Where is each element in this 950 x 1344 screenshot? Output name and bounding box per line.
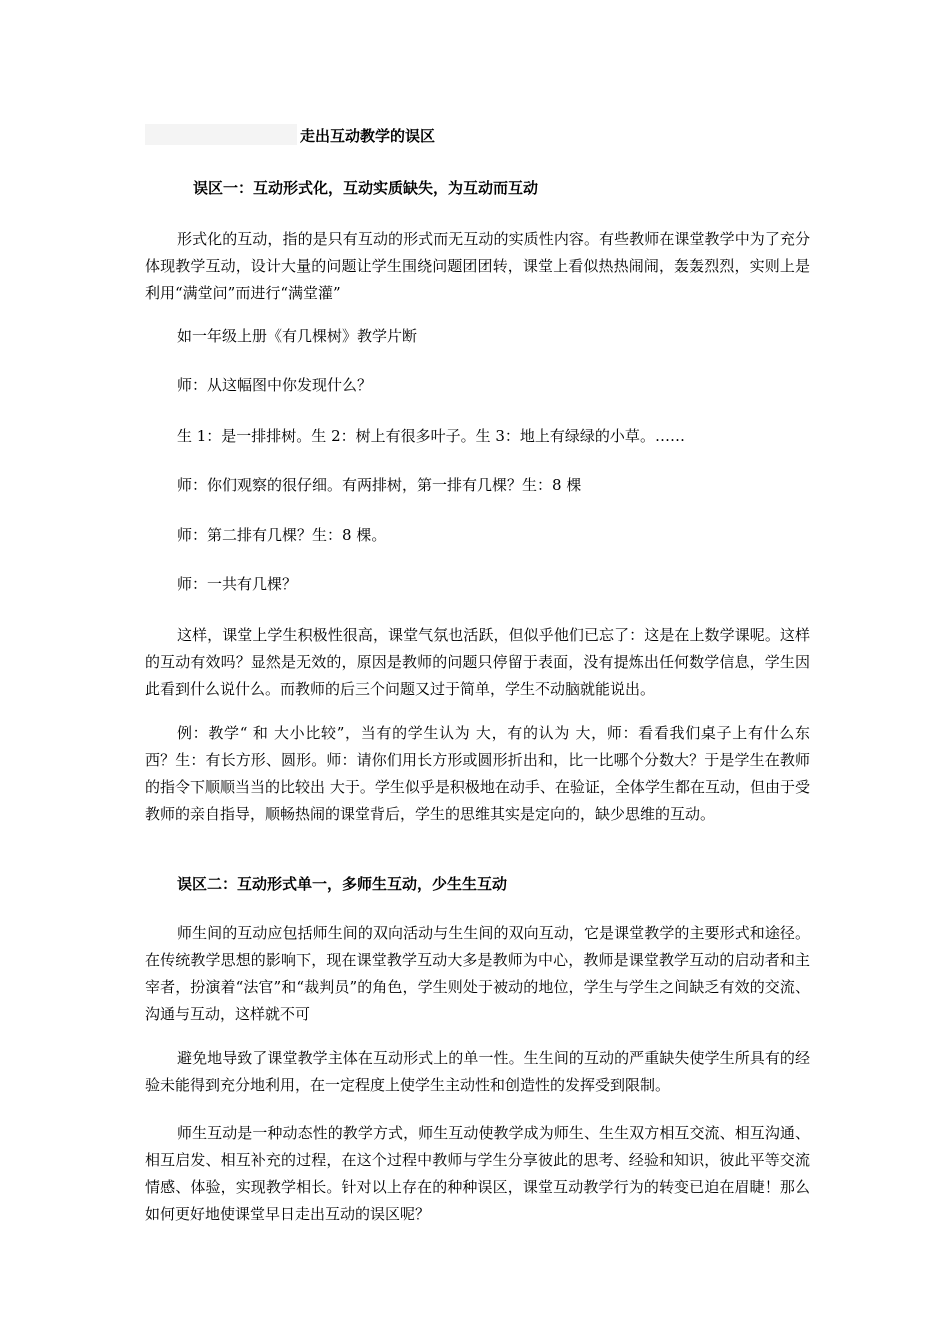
paragraph-4: 师生间的互动应包括师生间的双向活动与生生间的双向互动，它是课堂教学的主要形式和途径。在传统教学思想的影响下，现在课堂教学互动大多是教师为中心，教师是课堂教学互动的启动者和主宰者，扮演着“法官”和“裁判员”的角色，学生则处于被动的地位，学生与学生之间缺乏有效的交流、沟通与互动，这样就不可 — [145, 924, 810, 1023]
section-heading-1: 误区一：互动形式化，互动实质缺失，为互动而互动 — [193, 179, 539, 197]
dialog-line: 师：一共有几棵？ — [177, 575, 298, 593]
paragraph-1: 形式化的互动，指的是只有互动的形式而无互动的实质性内容。有些教师在课堂教学中为了充分体现教学互动，设计大量的问题让学生围绕问题团团转，课堂上看似热热闹闹，轰轰烈烈，实则上是利用“满堂问”而进行“满堂灌” — [145, 230, 810, 302]
paragraph-3: 例：教学“ 和 大小比较”，当有的学生认为 大，有的认为 大，师：看看我们桌子上有什么东西？生：有长方形、圆形。师：请你们用长方形或圆形折出和，比一比哪个分数大？于是学生在教师的指令下顺顺当当的比较出 大于。学生似乎是积极地在动手、在验证，全体学生都在互动，但由于受教师的亲自指导，顺畅热闹的课堂背后，学生的思维其实是定向的，缺少思维的互动。 — [145, 724, 810, 823]
paragraph-6: 师生互动是一种动态性的教学方式，师生互动使教学成为师生、生生双方相互交流、相互沟通、相互启发、相互补充的过程，在这个过程中教师与学生分享彼此的思考、经验和知识，彼此平等交流情感、体验，实现教学相长。针对以上存在的种种误区，课堂互动教学行为的转变已迫在眉睫！那么如何更好地使课堂早日走出互动的误区呢？ — [145, 1124, 810, 1223]
dialog-line: 师：从这幅图中你发现什么？ — [177, 376, 373, 394]
dialog-line: 师：你们观察的很仔细。有两排树，第一排有几棵？生：8 棵 — [177, 476, 582, 494]
title-highlight — [145, 124, 297, 145]
dialog-line: 生 1：是一排排树。生 2：树上有很多叶子。生 3：地上有绿绿的小草。…… — [177, 427, 685, 445]
example-intro: 如一年级上册《有几棵树》教学片断 — [177, 327, 418, 345]
paragraph-2: 这样，课堂上学生积极性很高，课堂气氛也活跃，但似乎他们已忘了：这是在上数学课呢。这样的互动有效吗？显然是无效的，原因是教师的问题只停留于表面，没有提炼出任何数学信息，学生因此看到什么说什么。而教师的后三个问题又过于简单，学生不动脑就能说出。 — [145, 626, 810, 698]
section-heading-2: 误区二：互动形式单一，多师生互动，少生生互动 — [177, 875, 508, 893]
dialog-line: 师：第二排有几棵？生：8 棵。 — [177, 526, 387, 544]
document-title: 走出互动教学的误区 — [300, 127, 436, 145]
paragraph-5: 避免地导致了课堂教学主体在互动形式上的单一性。生生间的互动的严重缺失使学生所具有的经验未能得到充分地利用，在一定程度上使学生主动性和创造性的发挥受到限制。 — [145, 1049, 810, 1094]
